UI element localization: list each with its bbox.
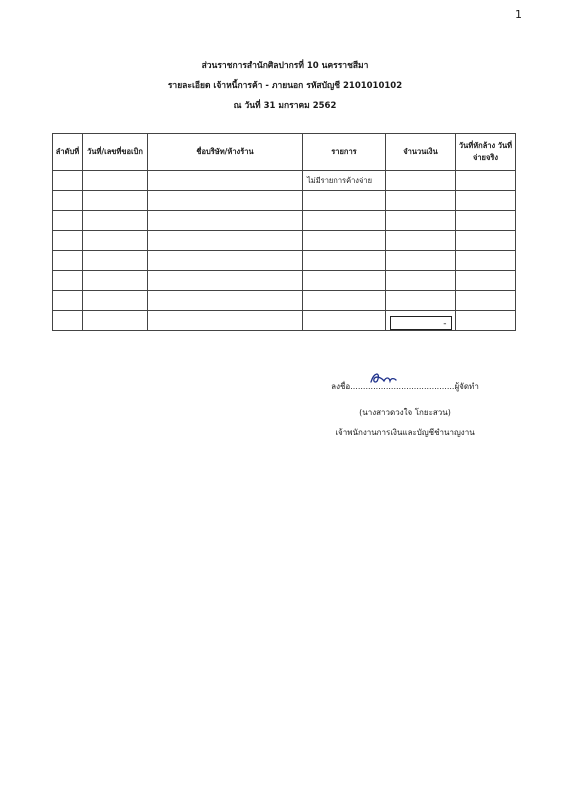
table-cell — [303, 311, 386, 331]
report-date: ณ วันที่ 31 มกราคม 2562 — [233, 101, 337, 111]
table-cell — [386, 191, 456, 211]
table-cell — [53, 291, 83, 311]
table-row — [53, 251, 516, 271]
total-cell — [386, 311, 456, 331]
table-row — [53, 171, 516, 191]
table-cell — [53, 191, 83, 211]
table-cell — [83, 251, 148, 271]
page-number: 1 — [515, 8, 522, 21]
table-cell — [53, 231, 83, 251]
table-cell — [83, 291, 148, 311]
table-cell — [386, 211, 456, 231]
table-cell — [456, 291, 516, 311]
table-cell — [456, 271, 516, 291]
table-row — [53, 211, 516, 231]
table-cell — [303, 191, 386, 211]
table-cell — [303, 211, 386, 231]
table-cell — [386, 231, 456, 251]
table-cell — [148, 231, 303, 251]
signature-block — [300, 380, 510, 439]
table-cell — [303, 251, 386, 271]
table-cell — [83, 271, 148, 291]
table-cell — [83, 311, 148, 331]
table-cell — [456, 311, 516, 331]
document-header — [0, 56, 570, 116]
table-cell — [53, 311, 83, 331]
total-amount: - — [390, 316, 452, 330]
table-cell — [386, 291, 456, 311]
table-cell — [148, 311, 303, 331]
table-cell — [303, 231, 386, 251]
col-header-company: ชื่อบริษัท/ห้างร้าน — [148, 134, 303, 171]
creditor-table — [52, 133, 516, 331]
sign-line-text: ลงชื่อ.........................................ผู้จัดทำ — [331, 382, 479, 391]
col-header-amount: จำนวนเงิน — [386, 134, 456, 171]
table-cell — [303, 291, 386, 311]
table-row-total — [53, 311, 516, 331]
table-row — [53, 291, 516, 311]
signatory-name: (นางสาวดวงใจ โกยะสวน) — [359, 408, 451, 417]
table-cell — [83, 231, 148, 251]
table-cell — [456, 251, 516, 271]
handwritten-signature — [368, 370, 398, 388]
col-header-deduct-date: วันที่หักล้าง วันที่จ่ายจริง — [456, 134, 516, 171]
table-cell — [148, 271, 303, 291]
table-cell — [456, 171, 516, 191]
table-cell — [53, 171, 83, 191]
table-cell — [456, 211, 516, 231]
table-cell — [456, 231, 516, 251]
table-cell — [386, 271, 456, 291]
table-row — [53, 271, 516, 291]
table-cell — [386, 251, 456, 271]
report-title: รายละเอียด เจ้าหนี้การค้า - ภายนอก รหัสบัญชี 2101010102 — [167, 81, 403, 91]
table-cell — [148, 171, 303, 191]
table-cell — [148, 291, 303, 311]
no-outstanding-item: ไม่มีรายการค้างจ่าย — [303, 171, 386, 191]
table-cell — [83, 171, 148, 191]
table-cell — [83, 211, 148, 231]
table-cell — [148, 211, 303, 231]
table-cell — [386, 171, 456, 191]
table-cell — [53, 211, 83, 231]
agency-title: ส่วนราชการสำนักศิลปากรที่ 10 นครราชสีมา — [201, 61, 369, 71]
table-cell — [148, 251, 303, 271]
col-header-date-doc: วันที่/เลขที่ขอเบิก — [83, 134, 148, 171]
table-cell — [53, 251, 83, 271]
table-header-row — [53, 134, 516, 171]
signature-line — [300, 380, 510, 400]
table-cell — [83, 191, 148, 211]
signatory-position: เจ้าพนักงานการเงินและบัญชีชำนาญงาน — [335, 428, 475, 437]
col-header-seq: ลำดับที่ — [53, 134, 83, 171]
table-cell — [303, 271, 386, 291]
table-row — [53, 231, 516, 251]
table-cell — [456, 191, 516, 211]
col-header-item: รายการ — [303, 134, 386, 171]
table-cell — [148, 191, 303, 211]
table-cell — [53, 271, 83, 291]
table-row — [53, 191, 516, 211]
